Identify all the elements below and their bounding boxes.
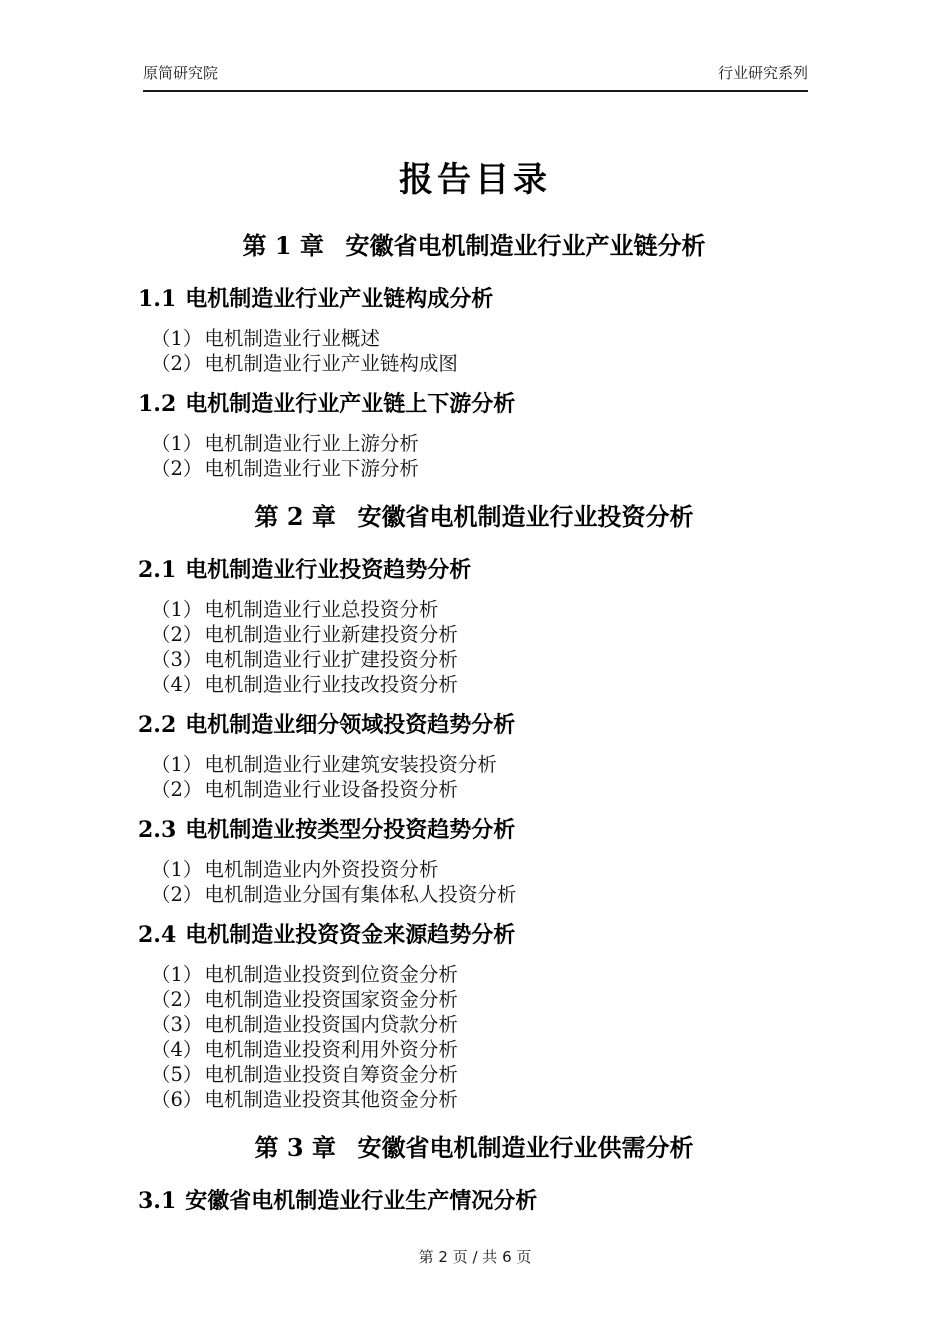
toc-item [138, 431, 810, 456]
item-title: 电机制造业投资国内贷款分析 [204, 1013, 458, 1036]
section-heading [138, 921, 810, 950]
section-number: 1.1 [138, 286, 177, 312]
item-number: （2） [151, 352, 203, 375]
section-number: 2.2 [138, 712, 177, 738]
item-number: （2） [151, 457, 203, 480]
toc-item-group [138, 752, 810, 802]
toc-item [138, 622, 810, 647]
item-number: （4） [151, 1038, 203, 1061]
page-number-text: 第 2 页 / 共 6 页 [418, 1248, 532, 1266]
item-number: （4） [151, 673, 203, 696]
page-footer [0, 1246, 950, 1267]
item-number: （1） [151, 598, 203, 621]
toc-item [138, 777, 810, 802]
section-title: 电机制造业行业产业链构成分析 [185, 286, 494, 312]
item-title: 电机制造业行业建筑安装投资分析 [204, 753, 497, 776]
toc-item [138, 1087, 810, 1112]
chapter-heading [138, 1132, 810, 1163]
toc-item [138, 1062, 810, 1087]
item-title: 电机制造业投资国家资金分析 [204, 988, 458, 1011]
section-heading [138, 285, 810, 314]
toc-item [138, 962, 810, 987]
item-number: （2） [151, 988, 203, 1011]
item-number: （3） [151, 1013, 203, 1036]
item-title: 电机制造业投资其他资金分析 [204, 1088, 458, 1111]
item-number: （2） [151, 883, 203, 906]
chapter-title: 安徽省电机制造业行业供需分析 [357, 1133, 694, 1162]
toc-item [138, 672, 810, 697]
item-number: （2） [151, 623, 203, 646]
toc-item [138, 597, 810, 622]
item-title: 电机制造业行业上游分析 [204, 432, 419, 455]
item-title: 电机制造业投资利用外资分析 [204, 1038, 458, 1061]
section-number: 2.1 [138, 557, 177, 583]
header-left-text: 原简研究院 [143, 64, 219, 82]
chapter-number: 第 2 章 [254, 502, 336, 531]
section-heading [138, 711, 810, 740]
item-title: 电机制造业分国有集体私人投资分析 [204, 883, 517, 906]
report-toc-title: 报告目录 [399, 160, 551, 200]
section-heading [138, 556, 810, 585]
toc-item [138, 351, 810, 376]
toc-list [0, 230, 950, 1216]
toc-item-group [138, 597, 810, 697]
item-number: （1） [151, 753, 203, 776]
toc-item [138, 752, 810, 777]
section-heading [138, 390, 810, 419]
toc-item [138, 1037, 810, 1062]
item-title: 电机制造业行业技改投资分析 [204, 673, 458, 696]
section-title: 电机制造业行业投资趋势分析 [185, 557, 472, 583]
section-heading [138, 1187, 810, 1216]
item-number: （1） [151, 432, 203, 455]
toc-item [138, 857, 810, 882]
page-header [143, 62, 808, 92]
item-number: （2） [151, 778, 203, 801]
section-title: 电机制造业细分领域投资趋势分析 [185, 712, 516, 738]
toc-item-group [138, 962, 810, 1112]
item-title: 电机制造业行业产业链构成图 [204, 352, 458, 375]
chapter-title: 安徽省电机制造业行业投资分析 [357, 502, 694, 531]
section-title: 电机制造业按类型分投资趋势分析 [185, 817, 516, 843]
toc-item [138, 882, 810, 907]
chapter-title: 安徽省电机制造业行业产业链分析 [345, 231, 706, 260]
chapter-heading [138, 230, 810, 261]
item-number: （1） [151, 858, 203, 881]
section-heading [138, 816, 810, 845]
item-title: 电机制造业行业扩建投资分析 [204, 648, 458, 671]
item-title: 电机制造业内外资投资分析 [204, 858, 439, 881]
toc-item [138, 456, 810, 481]
item-title: 电机制造业行业下游分析 [204, 457, 419, 480]
toc-item [138, 326, 810, 351]
toc-item-group [138, 326, 810, 376]
item-title: 电机制造业行业新建投资分析 [204, 623, 458, 646]
item-title: 电机制造业行业总投资分析 [204, 598, 439, 621]
toc-item-group [138, 431, 810, 481]
item-number: （1） [151, 963, 203, 986]
section-number: 2.4 [138, 922, 177, 948]
header-right-text: 行业研究系列 [717, 64, 808, 82]
toc-item [138, 647, 810, 672]
section-title: 电机制造业投资资金来源趋势分析 [185, 922, 516, 948]
section-title: 安徽省电机制造业行业生产情况分析 [185, 1188, 538, 1214]
chapter-number: 第 3 章 [254, 1133, 336, 1162]
item-number: （6） [151, 1088, 203, 1111]
section-title: 电机制造业行业产业链上下游分析 [185, 391, 516, 417]
chapter-heading [138, 501, 810, 532]
item-number: （3） [151, 648, 203, 671]
toc-item [138, 987, 810, 1012]
chapter-number: 第 1 章 [242, 231, 324, 260]
section-number: 3.1 [138, 1188, 177, 1214]
section-number: 2.3 [138, 817, 177, 843]
item-number: （5） [151, 1063, 203, 1086]
toc-item-group [138, 857, 810, 907]
section-number: 1.2 [138, 391, 177, 417]
item-number: （1） [151, 327, 203, 350]
item-title: 电机制造业行业设备投资分析 [204, 778, 458, 801]
item-title: 电机制造业投资到位资金分析 [204, 963, 458, 986]
item-title: 电机制造业行业概述 [204, 327, 380, 350]
toc-item [138, 1012, 810, 1037]
item-title: 电机制造业投资自筹资金分析 [204, 1063, 458, 1086]
